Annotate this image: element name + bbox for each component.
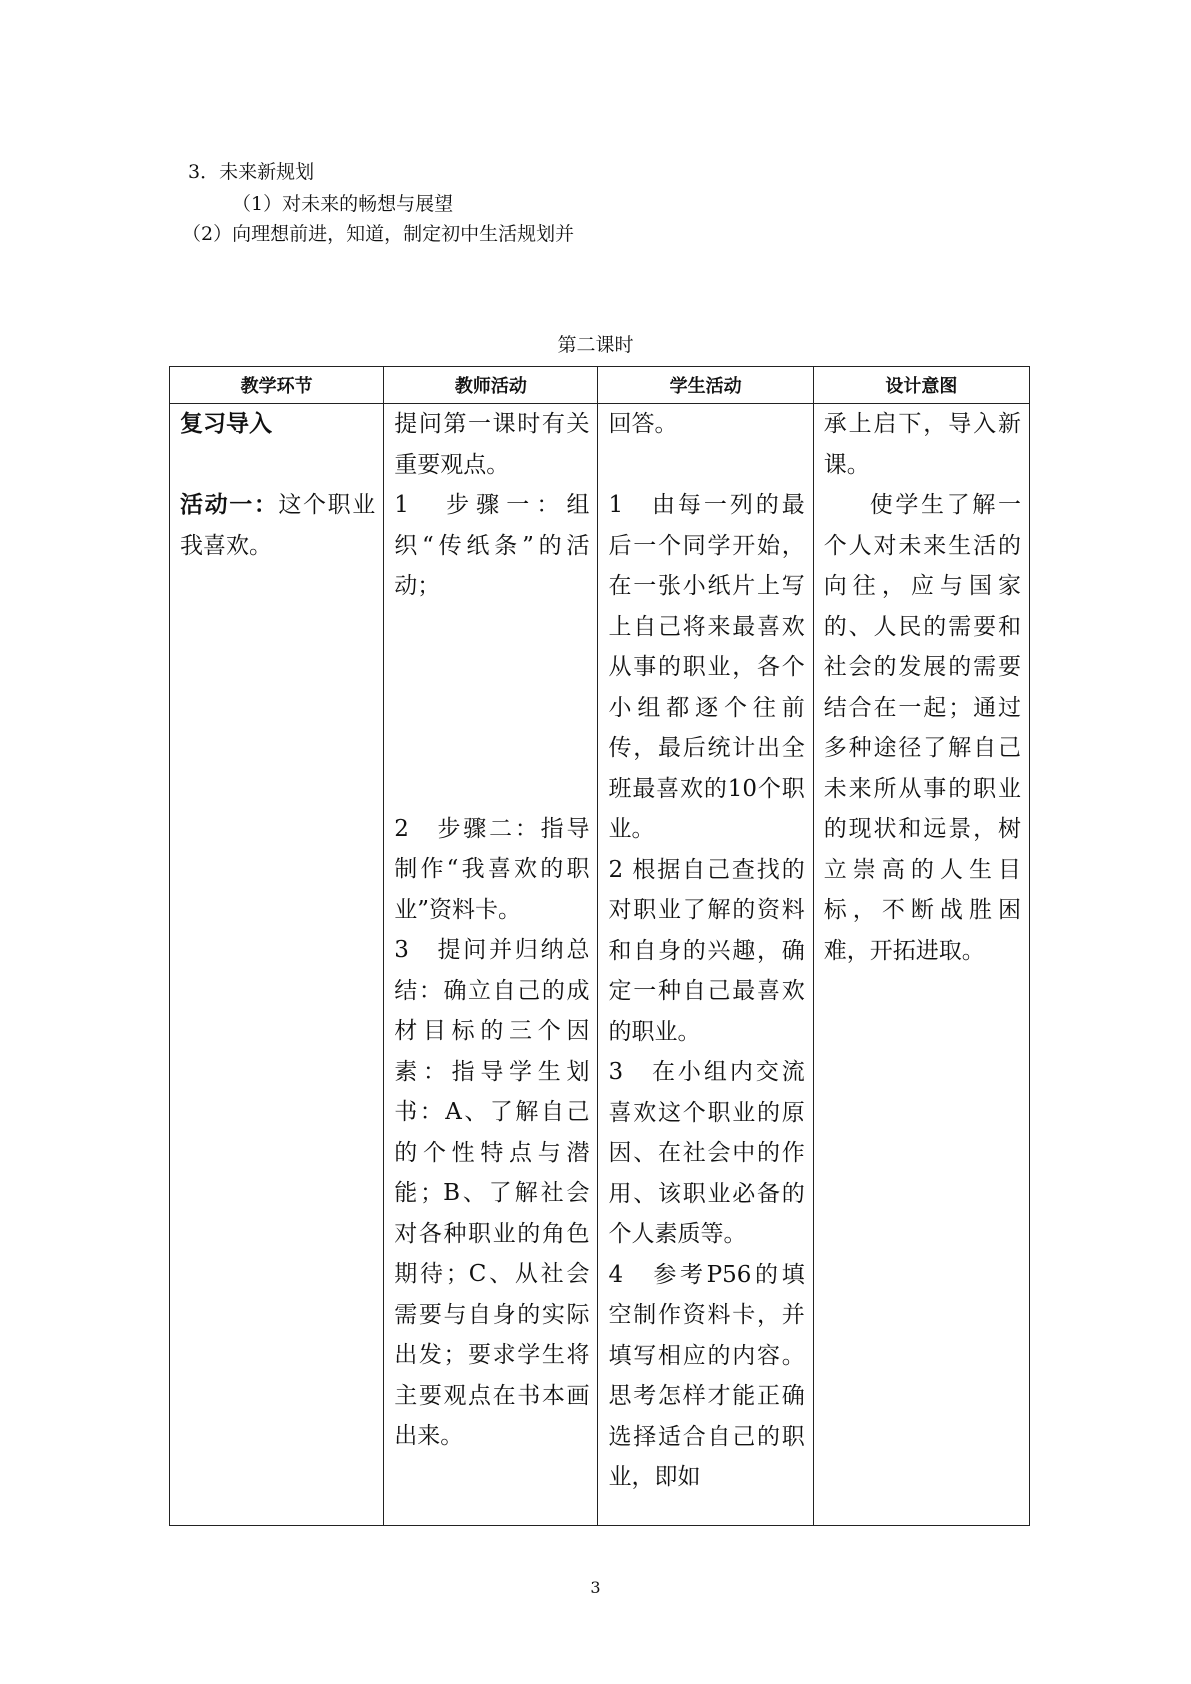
intent-p1: 承上启下，导入新课。 bbox=[823, 411, 1021, 478]
table-row bbox=[170, 404, 1030, 1526]
activity-title: 这个职业我喜欢。 bbox=[180, 492, 376, 559]
table-caption: 第二课时 bbox=[557, 334, 634, 356]
header-student: 学生活动 bbox=[598, 367, 813, 404]
teacher-p1: 提问第一课时有关重要观点。 bbox=[394, 411, 590, 478]
lesson-plan-table bbox=[169, 366, 1030, 1526]
stage-activity bbox=[180, 485, 375, 566]
activity-label: 活动一： bbox=[180, 491, 279, 518]
teacher-p2: 1 步骤一：组织“传纸条”的活动； bbox=[394, 492, 590, 599]
header-stage: 教学环节 bbox=[170, 367, 384, 404]
page-number: 3 bbox=[590, 1578, 601, 1597]
student-p2: 1 由每一列的最后一个同学开始，在一张小纸片上写上自己将来最喜欢从事的职业，各个小组都逐个往前传，最后统计出全班最喜欢的10个职业。 bbox=[608, 492, 805, 842]
student-p1: 回答。 bbox=[608, 411, 678, 437]
student-cell bbox=[598, 404, 813, 1526]
stage-review: 复习导入 bbox=[180, 410, 272, 437]
student-p4: 3 在小组内交流喜欢这个职业的原因、在社会中的作用、该职业必备的个人素质等。 bbox=[608, 1059, 805, 1247]
teacher-cell bbox=[384, 404, 598, 1526]
table-header-row bbox=[170, 367, 1030, 404]
header-teacher: 教师活动 bbox=[384, 367, 598, 404]
intent-cell bbox=[813, 404, 1029, 1526]
header-intent: 设计意图 bbox=[813, 367, 1029, 404]
intent-p2: 使学生了解一个人对未来生活的向往，应与国家的、人民的需要和社会的发展的需要结合在一起；通过多种途径了解自己未来所从事的职业的现状和远景，树立崇高的人生目标，不断战胜困难，开拓进取。 bbox=[823, 492, 1021, 964]
outline-heading: 3．未来新规划 bbox=[188, 161, 315, 183]
student-p3: 2 根据自己查找的对职业了解的资料和自身的兴趣，确定一种自己最喜欢的职业。 bbox=[608, 856, 805, 1045]
outline-item-2: （2）向理想前进，知道，制定初中生活规划并 bbox=[182, 223, 575, 245]
teacher-p3: 2 步骤二：指导制作“我喜欢的职业”资料卡。 bbox=[394, 815, 590, 923]
stage-cell bbox=[170, 404, 384, 1526]
outline-item-1: （1）对未来的畅想与展望 bbox=[232, 193, 454, 215]
teacher-p4: 3 提问并归纳总结：确立自己的成材目标的三个因素：指导学生划书：A、了解自己的个性特点与潜能；B、了解社会对各种职业的角色期待；C、从社会需要与自身的实际出发；要求学生将主要观点在书本画出来。 bbox=[394, 937, 590, 1449]
student-p5: 4 参考P56的填空制作资料卡，并填写相应的内容。思考怎样才能正确选择适合自己的职业，即如 bbox=[608, 1261, 805, 1490]
